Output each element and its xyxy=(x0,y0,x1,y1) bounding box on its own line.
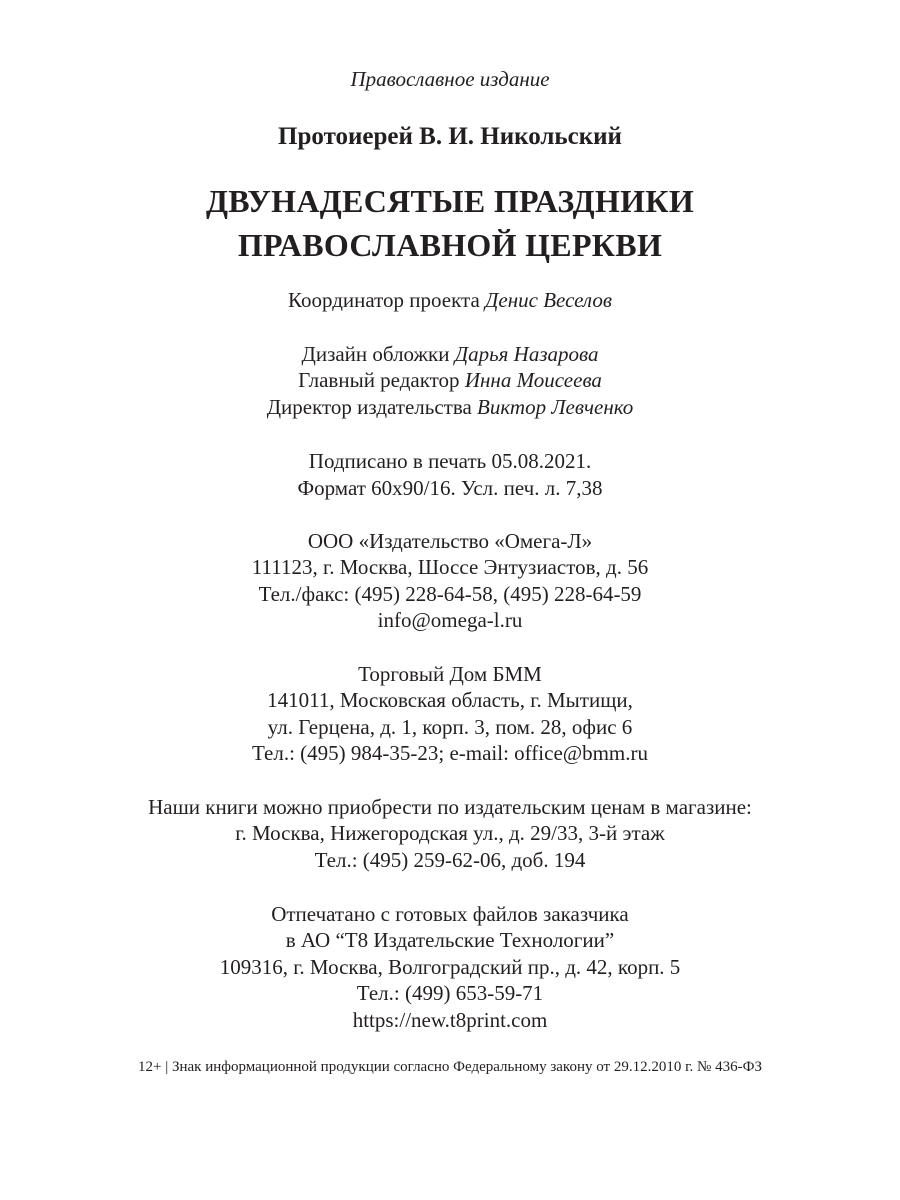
credit-role: Главный редактор xyxy=(298,368,460,392)
edition-label: Православное издание xyxy=(350,67,550,91)
printer-website: https://new.t8print.com xyxy=(352,1008,548,1032)
credit-person: Инна Моисеева xyxy=(464,368,602,392)
print-format: Формат 60x90/16. Усл. печ. л. 7,38 xyxy=(297,476,603,500)
publisher-email: info@omega-l.ru xyxy=(377,608,523,632)
credit-coordinator xyxy=(0,287,900,313)
printer-phone: Тел.: (499) 653-59-71 xyxy=(356,981,544,1005)
credit-person: Денис Веселов xyxy=(485,288,612,312)
trade-house-contacts: Тел.: (495) 984-35-23; e-mail: office@bmm.ru xyxy=(251,741,649,765)
print-signed-date: Подписано в печать 05.08.2021. xyxy=(308,449,592,473)
printer-name: в АО “Т8 Издательские Технологии” xyxy=(285,928,615,952)
credit-role: Директор издательства xyxy=(266,395,472,419)
store-intro: Наши книги можно приобрести по издательским ценам в магазине: xyxy=(148,795,752,819)
age-rating-notice: 12+ | Знак информационной продукции согласно Федеральному закону от 29.12.2010 г. № 436-ФЗ xyxy=(138,1059,762,1075)
book-title-line-2: ПРАВОСЛАВНОЙ ЦЕРКВИ xyxy=(237,227,663,263)
printer-address: 109316, г. Москва, Волгоградский пр., д. 42, корп. 5 xyxy=(219,955,681,979)
author-name: Протоиерей В. И. Никольский xyxy=(278,123,622,150)
publisher-address: 111123, г. Москва, Шоссе Энтузиастов, д. 56 xyxy=(251,555,649,579)
trade-house-name: Торговый Дом БММ xyxy=(358,662,542,686)
trade-house-address-2: ул. Герцена, д. 1, корп. 3, пом. 28, офис 6 xyxy=(267,715,633,739)
printer-note: Отпечатано с готовых файлов заказчика xyxy=(271,902,629,926)
credit-person: Виктор Левченко xyxy=(477,395,634,419)
credit-director xyxy=(0,394,900,420)
store-phone: Тел.: (495) 259-62-06, доб. 194 xyxy=(314,848,586,872)
trade-house-address-1: 141011, Московская область, г. Мытищи, xyxy=(267,688,633,712)
credit-chief-editor xyxy=(0,367,900,393)
book-title-line-1: ДВУНАДЕСЯТЫЕ ПРАЗДНИКИ xyxy=(205,183,695,219)
credit-person: Дарья Назарова xyxy=(454,342,599,366)
credit-role: Координатор проекта xyxy=(288,288,480,312)
credit-cover-design xyxy=(0,341,900,367)
publisher-name: ООО «Издательство «Омега-Л» xyxy=(307,529,593,553)
store-address: г. Москва, Нижегородская ул., д. 29/33, 3-й этаж xyxy=(235,821,665,845)
credit-role: Дизайн обложки xyxy=(301,342,450,366)
publisher-phone: Тел./факс: (495) 228-64-58, (495) 228-64-59 xyxy=(258,582,642,606)
